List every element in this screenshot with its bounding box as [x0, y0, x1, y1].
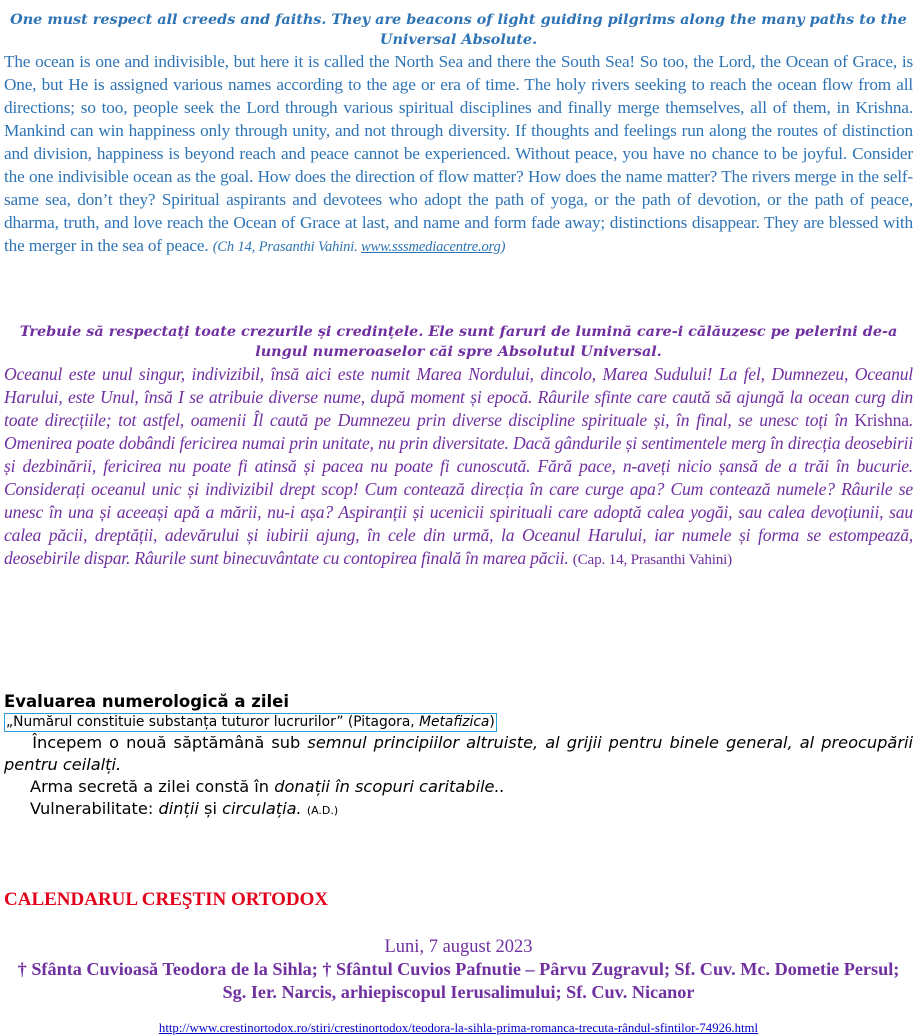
- calendar-title: CALENDARUL CREŞTIN ORTODOX: [4, 889, 329, 910]
- numerology-weapon-line: [30, 776, 505, 798]
- romanian-krishna: Krishna: [854, 410, 909, 430]
- english-quote-heading: One must respect all creeds and faiths. They are beacons of light guiding pilgrims along the many paths to the Universal Absolute.: [10, 11, 907, 48]
- vulnerability-and: și: [204, 799, 217, 818]
- english-citation-end: ): [500, 239, 506, 255]
- numerology-title: Evaluarea numerologică a zilei: [4, 692, 290, 711]
- calendar-date: Luni, 7 august 2023: [384, 937, 533, 957]
- vulnerability-value-1: dinții: [158, 799, 199, 818]
- author-initials: (A.D.): [306, 804, 339, 817]
- crestinortodox-link[interactable]: http://www.crestinortodox.ro/stiri/crestinortodox/teodora-la-sihla-prima-romanca-trecuta-rândul-sfintilor-74926.html: [158, 1021, 759, 1035]
- numerology-para-italic: semnul principiilor altruiste, al grijii pentru binele general, al preocupării pentru ceilalți.: [4, 733, 913, 774]
- numerology-quote-box: [4, 713, 497, 732]
- romanian-quote-heading: Trebuie să respectați toate crezurile și credințele. Ele sunt faruri de lumină care-i călăuzesc pe pelerini de-a lungul numeroaselor căi spre Absolutul Universal.: [19, 323, 898, 360]
- vulnerability-value-2: circulația.: [222, 799, 302, 818]
- english-body-paragraph: The ocean is one and indivisible, but here it is called the North Sea and there the South Sea! So too, the Lord, the Ocean of Grace, is One, but He is assigned various names according to the age or era of time. The holy rivers seeking to reach the ocean flow from all directions; so too, people seek the Lord through various spiritual disciplines and finally merge themselves, all of them, in Krishna. Mankind can win happiness only through unity, and not through diversity. If thoughts and feelings run along the routes of distinction and division, happiness is beyond reach and peace cannot be experienced. Without peace, you have no chance to be joyful. Consider the one indivisible ocean as the goal. How does the direction of flow matter? How does the name matter? The rivers merge in the self-same sea, don’t they? Spiritual aspirants and devotees who adopt the path of yoga, or the path of devotion, or the path of peace, dharma, truth, and love reach the Ocean of Grace at last, and name and form fade away; distinctions disappear. They are blessed with the merger in the sea of peace.: [4, 52, 913, 255]
- numerology-quote-end: ): [489, 714, 495, 730]
- vulnerability-label: Vulnerabilitate:: [30, 799, 154, 818]
- numerology-vulnerability-line: [30, 798, 338, 822]
- weapon-label: Arma secretă a zilei constă în: [30, 777, 270, 796]
- romanian-body-part2: . Omenirea poate dobândi fericirea numai prin unitate, nu prin diversitate. Dacă gândurile și sentimentele merg în direcția deosebirii și dezbinării, fericirea nu poate fi atinsă și pacea nu poate fi cunoscută. Fără pace, n-aveți nicio șansă de a trăi în bucurie. Considerați oceanul unic și indivizibil drept scop! Cum contează direcția în care curge apa? Cum contează numele? Râurile se unesc în una și aceeași apă a mării, nu-i așa? Aspiranții și ucenicii spirituali care adoptă calea yogăi, sau calea devoțiunii, sau calea păcii, dreptății, adevărului și iubirii ajung, în cele din urmă, la Oceanul Harului, iar numele și forma se estompează, deosebirile dispar. Râurile sunt binecuvântate cu contopirea finală în marea păcii.: [4, 410, 914, 568]
- weapon-value: donații în scopuri caritabile..: [274, 777, 505, 796]
- numerology-paragraph: [4, 732, 913, 776]
- sssmediacentre-link[interactable]: www.sssmediacentre.org: [361, 239, 501, 255]
- calendar-url-line: [4, 1020, 913, 1036]
- english-citation: [213, 239, 506, 255]
- romanian-body-part1: Oceanul este unul singur, indivizibil, însă aici este numit Marea Nordului, dincolo, Marea Sudului! La fel, Dumnezeu, Oceanul Harului, este Unul, însă I se atribuie diverse nume, după moment și epocă. Râurile sfinte care caută să ajungă la ocean curg din toate direcțiile; tot astfel, oamenii Îl caută pe Dumnezeu prin diverse discipline spirituale și, în final, se unesc toți în: [4, 364, 913, 430]
- calendar-saints: † Sfânta Cuvioasă Teodora de la Sihla; † Sfântul Cuvios Pafnutie – Pârvu Zugravul; Sf. Cuv. Mc. Dometie Persul; Sg. Ier. Narcis, arhiepiscopul Ierusalimului; Sf. Cuv. Nicanor: [17, 959, 900, 1002]
- english-body-text: [4, 50, 913, 259]
- romanian-body-text: [4, 363, 913, 571]
- numerology-quote-work: Metafizica: [419, 714, 490, 730]
- romanian-citation: (Cap. 14, Prasanthi Vahini): [572, 551, 733, 568]
- numerology-para-start: Începem o nouă săptămână sub: [32, 733, 301, 752]
- numerology-quote-text: „Numărul constituie substanța tuturor lucrurilor” (Pitagora,: [6, 714, 415, 730]
- english-citation-text: (Ch 14, Prasanthi Vahini.: [212, 239, 358, 255]
